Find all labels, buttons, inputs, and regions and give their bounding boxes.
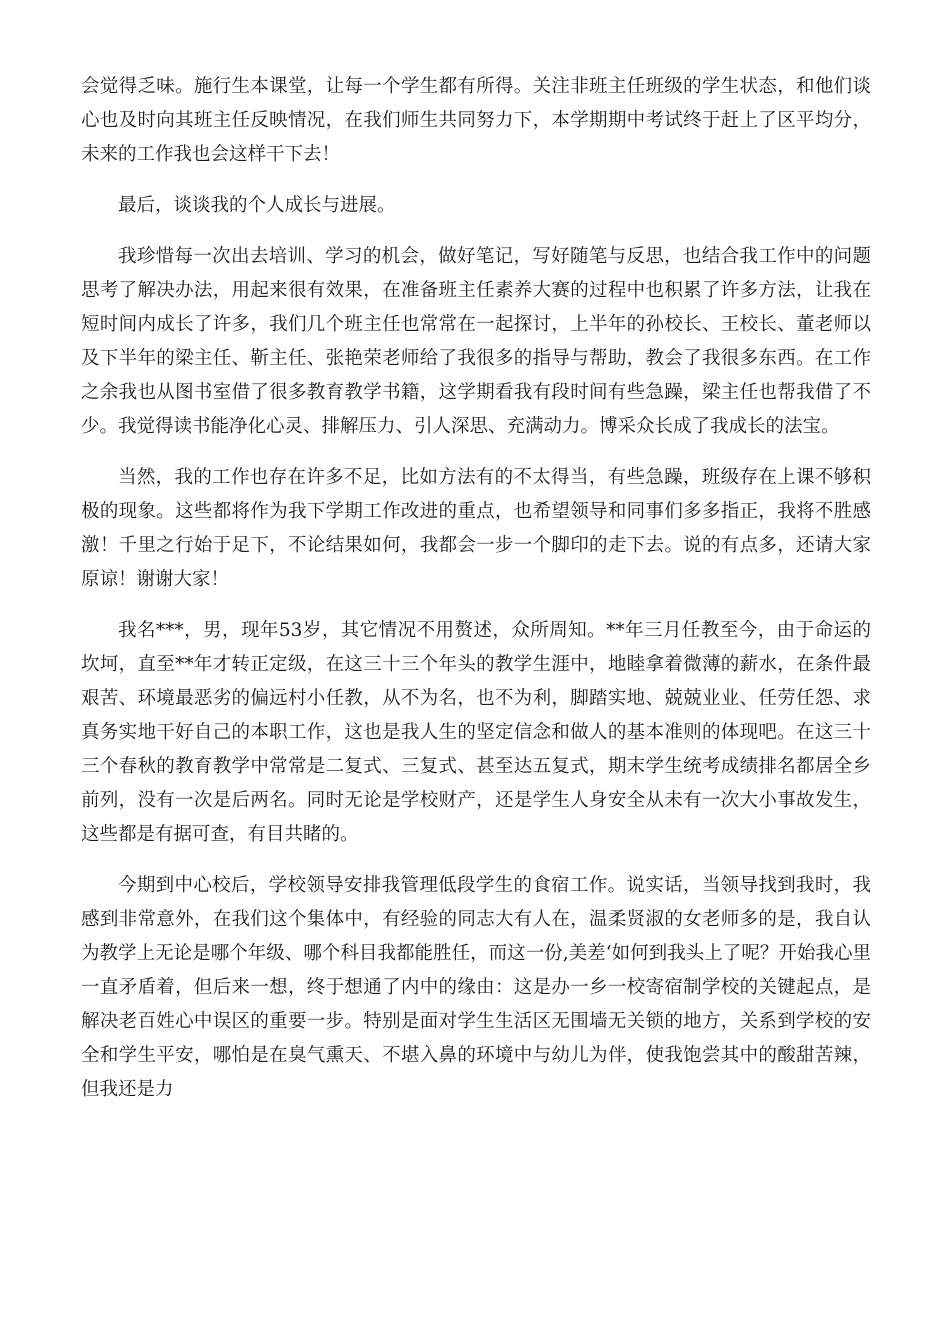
paragraph-3: 我珍惜每一次出去培训、学习的机会，做好笔记，写好随笔与反思，也结合我工作中的问题思考了解决办法，用起来很有效果，在准备班主任素养大赛的过程中也积累了许多方法，让我在短时间内成长了许多，我们几个班主任也常常在一起探讨，上半年的孙校长、王校长、董老师以及下半年的梁主任、靳主任、张艳荣老师给了我很多的指导与帮助，教会了我很多东西。在工作之余我也从图书室借了很多教育教学书籍，这学期看我有段时间有些急躁，梁主任也帮我借了不少。我觉得读书能净化心灵、排解压力、引人深思、充满动力。博采众长成了我成长的法宝。 (81, 246, 871, 437)
paragraph-4: 当然，我的工作也存在许多不足，比如方法有的不太得当，有些急躁，班级存在上课不够积极的现象。这些都将作为我下学期工作改进的重点，也希望领导和同事们多多指正，我将不胜感激！千里之行始于足下，不论结果如何，我都会一步一个脚印的走下去。说的有点多，还请大家原谅！谢谢大家！ (81, 467, 871, 590)
paragraph-1: 会觉得乏味。施行生本课堂，让每一个学生都有所得。关注非班主任班级的学生状态，和他们谈心也及时向其班主任反映情况，在我们师生共同努力下，本学期期中考试终于赶上了区平均分，未来的工作我也会这样干下去！ (81, 76, 871, 165)
paragraph-2: 最后，谈谈我的个人成长与进展。 (118, 195, 396, 216)
paragraph-5: 我名***，男，现年53岁，其它情况不用赘述，众所周知。**年三月任教至今，由于命运的坎坷，直至**年才转正定级，在这三十三个年头的教学生涯中，地睦拿着微薄的薪水，在条件最艰苦、环境最恶劣的偏远村小任教，从不为名，也不为利，脚踏实地、兢兢业业、任劳任怨、求真务实地干好自己的本职工作，这也是我人生的坚定信念和做人的基本准则的体现吧。在这三十三个春秋的教育教学中常常是二复式、三复式、甚至达五复式，期末学生统考成绩排名都居全乡前列，没有一次是后两名。同时无论是学校财产，还是学生人身安全从未有一次大小事故发生，这些都是有据可查，有目共睹的。 (81, 620, 871, 845)
paragraph-6: 今期到中心校后，学校领导安排我管理低段学生的食宿工作。说实话，当领导找到我时，我感到非常意外，在我们这个集体中，有经验的同志大有人在，温柔贤淑的女老师多的是，我自认为教学上无论是哪个年级、哪个科目我都能胜任，而这一份,美差‘如何到我头上了呢？开始我心里一直矛盾着，但后来一想，终于想通了内中的缘由：这是办一乡一校寄宿制学校的关键起点，是解决老百姓心中误区的重要一步。特别是面对学生生活区无围墙无关锁的地方，关系到学校的安全和学生平安，哪怕是在臭气熏天、不堪入鼻的环境中与幼儿为伴，使我饱尝其中的酸甜苦辣，但我还是力 (81, 875, 871, 1100)
document-page (81, 70, 871, 1124)
